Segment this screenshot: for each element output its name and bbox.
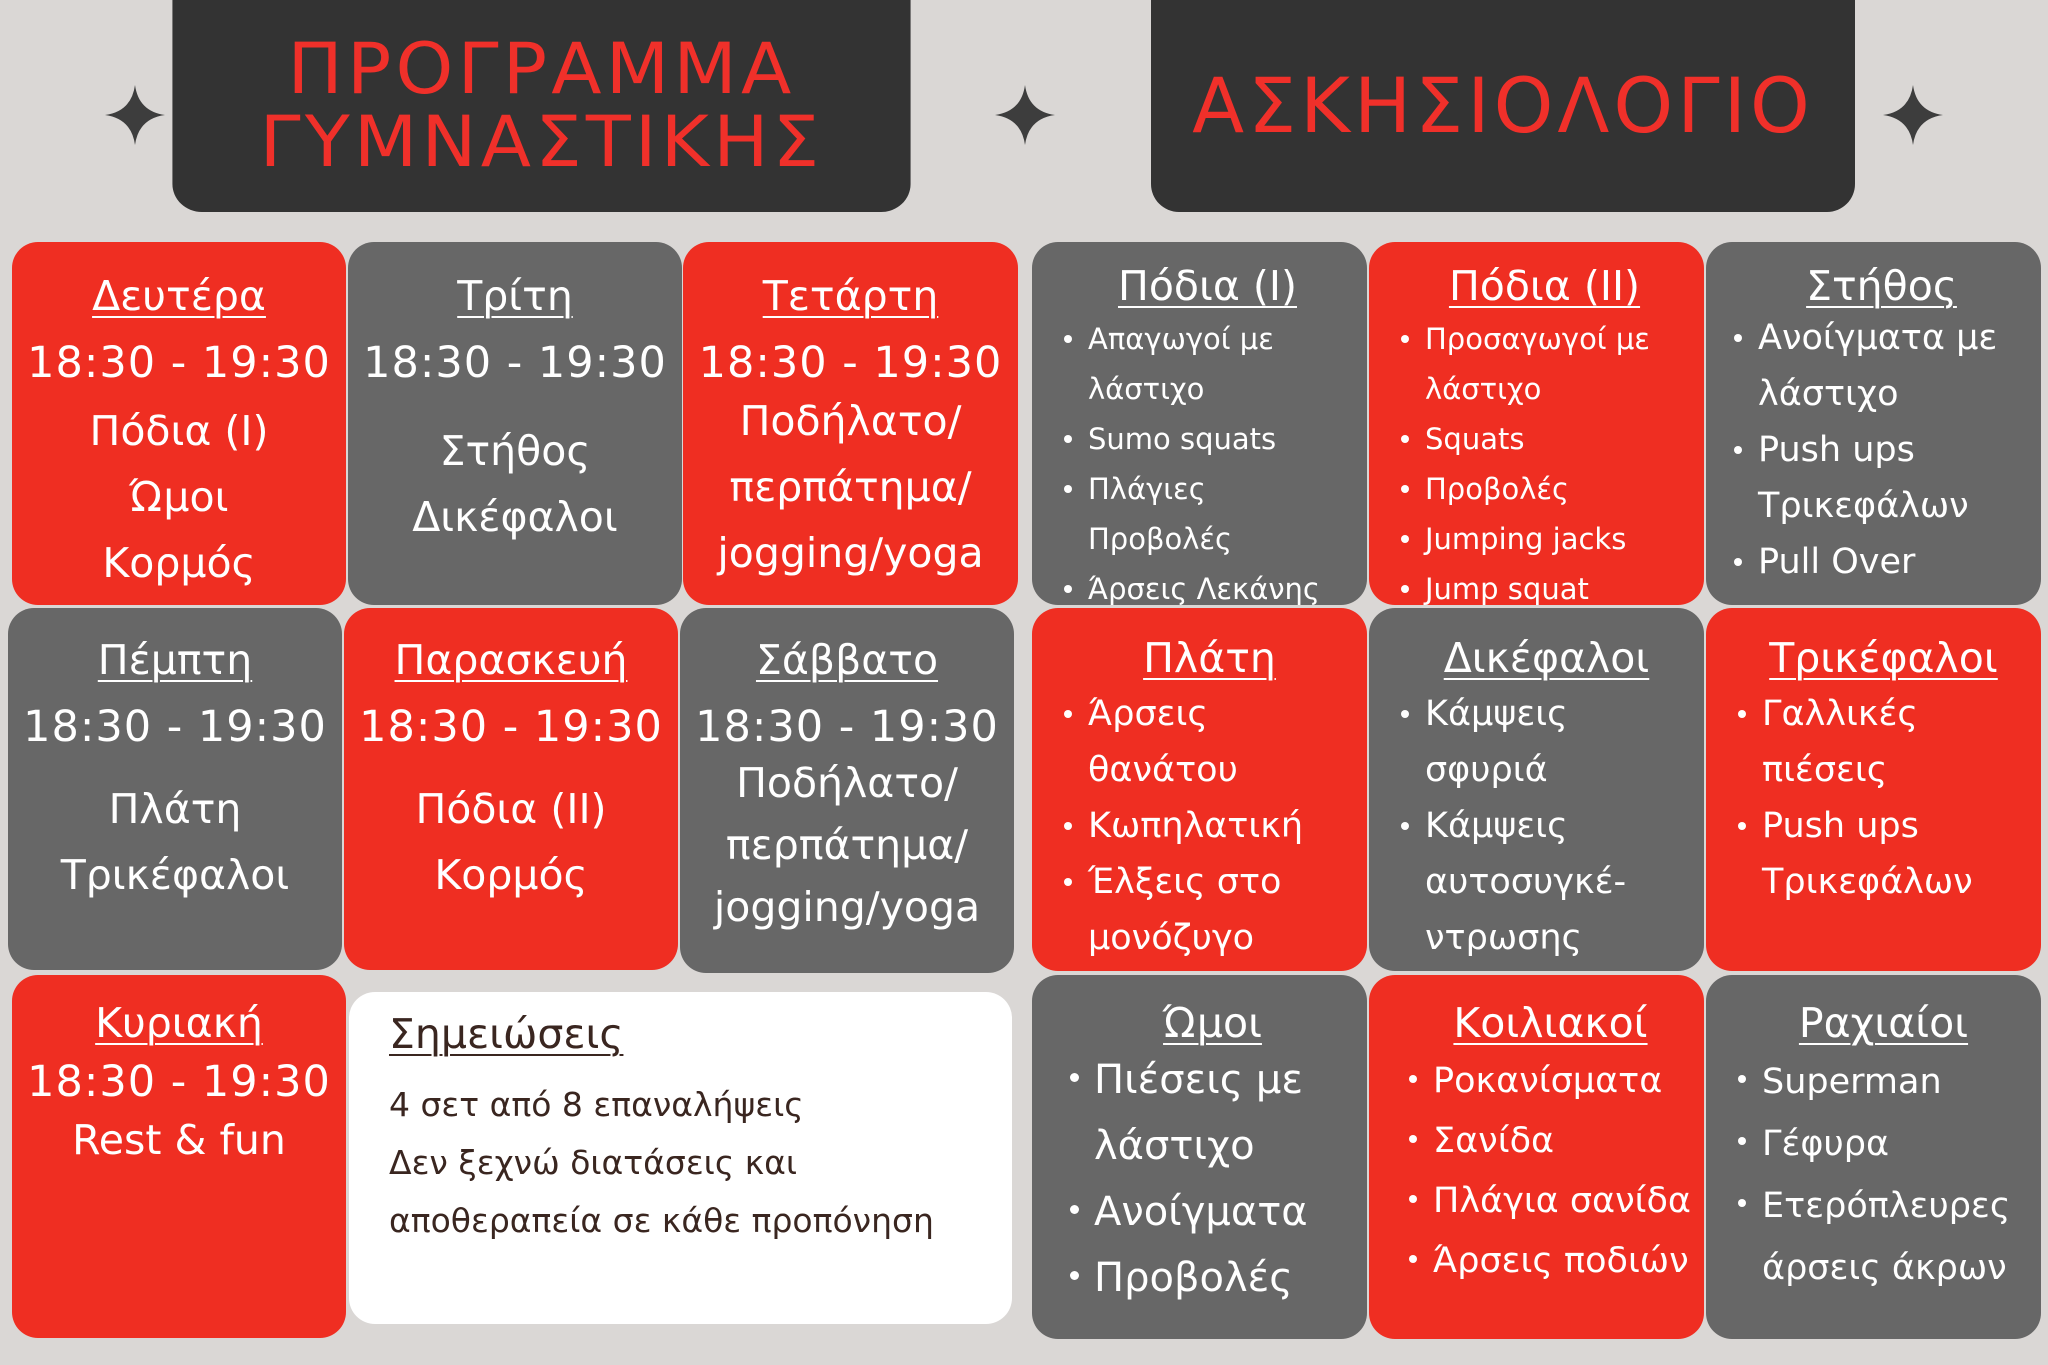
day-workout: Ποδήλατο/ (736, 759, 958, 807)
exercise-card-chest (1706, 242, 2041, 605)
exercise-card-back (1032, 608, 1367, 971)
day-workout: Δικέφαλοι (412, 493, 618, 541)
day-workout: περπάτημα/ (725, 821, 969, 869)
exercise-card-shoulders (1032, 975, 1367, 1339)
sparkle-star-icon (995, 85, 1055, 145)
day-workout: Ώμοι (129, 473, 229, 521)
exercise-item: Πλάγιες Προβολές (1062, 464, 1353, 564)
exercise-item: Προσαγωγοί με λάστιχο (1399, 314, 1690, 414)
exercise-item: Προβολές (1068, 1245, 1357, 1311)
exercise-card-lower-back (1706, 975, 2041, 1339)
day-workout: jogging/yoga (713, 883, 981, 931)
day-card-tuesday (348, 242, 682, 605)
day-title: Τετάρτη (762, 272, 939, 320)
exercise-item: Άρσεις ποδιών (1407, 1231, 1694, 1291)
day-card-saturday (680, 608, 1014, 973)
sparkle-star-icon (105, 85, 165, 145)
schedule-title-line2: ΓΥΜΝΑΣΤΙΚΗΣ (259, 101, 824, 183)
schedule-header (172, 0, 910, 212)
exercise-title: Ώμοι (1163, 999, 1262, 1047)
exercise-item: Superman (1736, 1051, 2031, 1113)
day-time: 18:30 - 19:30 (27, 338, 331, 388)
day-workout: Στήθος (439, 427, 591, 475)
exercise-item: Push ups Τρικεφάλων (1732, 422, 2031, 534)
exercise-item: Άρσεις Λεκάνης (1062, 564, 1353, 605)
exercises-header (1151, 0, 1855, 212)
exercises-title: ΑΣΚΗΣΙΟΛΟΓΙΟ (1192, 61, 1814, 151)
exercise-title: Δικέφαλοι (1443, 634, 1650, 682)
day-time: 18:30 - 19:30 (698, 338, 1003, 388)
exercise-item: Jumping jacks (1399, 514, 1690, 564)
schedule-title-line1: ΠΡΟΓΡΑΜΜΑ (287, 27, 796, 110)
day-workout: Τρικέφαλοι (60, 851, 290, 899)
exercise-item: Κάμψεις σφυριά (1399, 686, 1694, 798)
day-time: 18:30 - 19:30 (363, 338, 667, 388)
day-time: 18:30 - 19:30 (27, 1057, 331, 1107)
exercise-item: Γέφυρα (1736, 1113, 2031, 1175)
day-workout: Κορμός (434, 851, 588, 899)
exercise-item: Squats (1399, 414, 1690, 464)
notes-line: αποθεραπεία σε κάθε προπόνηση (389, 1201, 934, 1240)
exercise-item: Έλξεις στο μονόζυγο (1062, 854, 1357, 966)
notes-card (349, 992, 1012, 1324)
day-title: Τρίτη (457, 272, 573, 320)
day-workout: Πόδια (Ι) (89, 407, 269, 455)
exercise-title: Ραχιαίοι (1798, 999, 1969, 1047)
exercise-card-biceps (1369, 608, 1704, 971)
exercise-item: Σανίδα (1407, 1111, 1694, 1171)
exercise-item: Pull Over (1732, 534, 2031, 590)
day-title: Δευτέρα (92, 272, 266, 320)
day-card-friday (344, 608, 678, 970)
day-time: 18:30 - 19:30 (695, 702, 999, 752)
exercise-title: Κοιλιακοί (1453, 999, 1648, 1047)
exercise-item: Ροκανίσματα (1407, 1051, 1694, 1111)
exercise-item: Πλάγια σανίδα (1407, 1171, 1694, 1231)
day-title: Παρασκευή (394, 636, 628, 684)
day-title: Κυριακή (95, 999, 263, 1047)
exercise-item: Jump squat (1399, 564, 1690, 605)
exercise-title: Πλάτη (1143, 634, 1276, 682)
sparkle-star-icon (1883, 85, 1943, 145)
day-workout: Κορμός (102, 539, 256, 587)
notes-title: Σημειώσεις (389, 1010, 624, 1058)
exercise-item: Ανοίγματα (1068, 1179, 1357, 1245)
day-title: Πέμπτη (97, 636, 253, 684)
day-workout: περπάτημα/ (729, 463, 972, 511)
day-workout: Rest & fun (72, 1116, 286, 1164)
day-workout: Ποδήλατο/ (739, 397, 962, 445)
exercise-item: Κωπηλατική (1062, 798, 1357, 854)
exercise-item: Push ups Τρικεφάλων (1736, 798, 2031, 910)
exercise-item: Απαγωγοί με λάστιχο (1062, 314, 1353, 414)
day-card-wednesday (683, 242, 1018, 605)
exercise-item: Άρσεις θανάτου (1062, 686, 1357, 798)
day-workout: Πόδια (ΙΙ) (415, 785, 607, 833)
day-card-sunday (12, 975, 346, 1338)
exercise-item: Ανοίγματα με λάστιχο (1732, 310, 2031, 422)
exercise-title: Πόδια (Ι) (1117, 262, 1297, 310)
notes-line: 4 σετ από 8 επαναλήψεις (389, 1085, 804, 1124)
exercise-title: Πόδια (ΙΙ) (1448, 262, 1641, 310)
exercise-item: Προβολές (1399, 464, 1690, 514)
exercise-item: Sumo squats (1062, 414, 1353, 464)
exercise-card-triceps (1706, 608, 2041, 971)
day-workout: Πλάτη (108, 785, 242, 833)
day-title: Σάββατο (755, 636, 939, 684)
exercise-item: Πιέσεις με λάστιχο (1068, 1047, 1357, 1179)
exercise-card-abs (1369, 975, 1704, 1339)
day-time: 18:30 - 19:30 (23, 702, 327, 752)
day-card-thursday (8, 608, 342, 970)
exercise-item: Κάμψεις αυτοσυγκέ- ντρωσης (1399, 798, 1694, 966)
notes-line: Δεν ξεχνώ διατάσεις και (389, 1143, 798, 1182)
day-card-monday (12, 242, 346, 605)
exercise-title: Στήθος (1806, 262, 1957, 310)
exercise-title: Τρικέφαλοι (1769, 634, 1998, 682)
day-workout: jogging/yoga (717, 529, 984, 577)
day-time: 18:30 - 19:30 (359, 702, 663, 752)
exercise-item: Γαλλικές πιέσεις (1736, 686, 2031, 798)
exercise-item: Ετερόπλευρες άρσεις άκρων (1736, 1175, 2031, 1299)
exercise-card-legs-1 (1032, 242, 1367, 605)
exercise-card-legs-2 (1369, 242, 1704, 605)
